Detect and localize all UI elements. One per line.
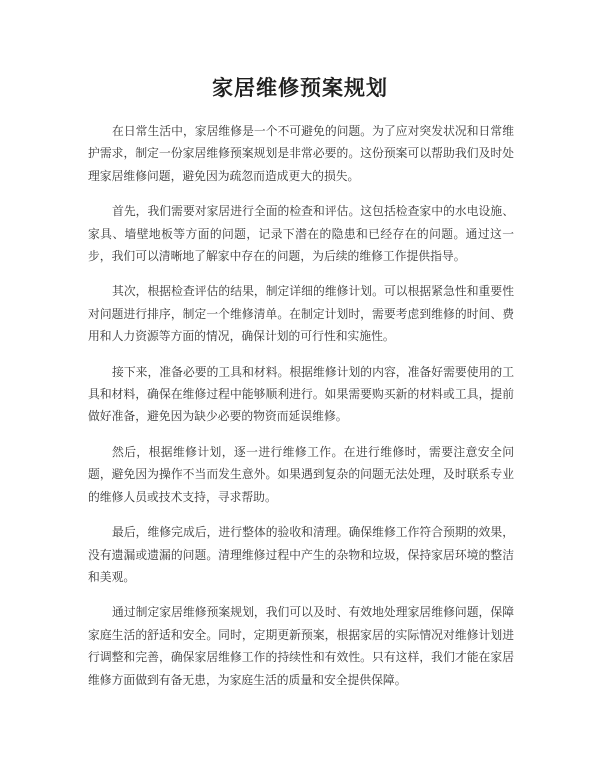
document-title: 家居维修预案规划 xyxy=(212,76,388,100)
paragraph-tools: 接下来，准备必要的工具和材料。根据维修计划的内容，准备好需要使用的工具和材料，确保在维修过程中能够顺利进行。如果需要购买新的材料或工具，提前做好准备，避免因为缺少必要的物资而延误维修。 xyxy=(88,364,514,424)
paragraph-inspection: 首先，我们需要对家居进行全面的检查和评估。这包括检查家中的水电设施、家具、墙壁地板等方面的问题，记录下潜在的隐患和已经存在的问题。通过这一步，我们可以清晰地了解家中存在的问题，为后续的维修工作提供指导。 xyxy=(88,204,514,264)
paragraph-repair: 然后，根据维修计划，逐一进行维修工作。在进行维修时，需要注意安全问题，避免因为操作不当而发生意外。如果遇到复杂的问题无法处理，及时联系专业的维修人员或技术支持，寻求帮助。 xyxy=(88,444,514,504)
paragraph-acceptance: 最后，维修完成后，进行整体的验收和清理。确保维修工作符合预期的效果，没有遗漏或遗漏的问题。清理维修过程中产生的杂物和垃圾，保持家居环境的整洁和美观。 xyxy=(88,525,514,584)
document-body xyxy=(88,120,514,704)
paragraph-intro: 在日常生活中，家居维修是一个不可避免的问题。为了应对突发状况和日常维护需求，制定一份家居维修预案规划是非常必要的。这份预案可以帮助我们及时处理家居维修问题，避免因为疏忽而造成更大的损失。 xyxy=(88,124,514,183)
paragraph-plan: 其次，根据检查评估的结果，制定详细的维修计划。可以根据紧急性和重要性对问题进行排序，制定一个维修清单。在制定计划时，需要考虑到维修的时间、费用和人力资源等方面的情况，确保计划的可行性和实施性。 xyxy=(88,284,514,344)
paragraph-conclusion: 通过制定家居维修预案规划，我们可以及时、有效地处理家居维修问题，保障家庭生活的舒适和安全。同时，定期更新预案，根据家居的实际情况对维修计划进行调整和完善，确保家居维修工作的持续性和有效性。只有这样，我们才能在家居维修方面做到有备无患，为家庭生活的质量和安全提供保障。 xyxy=(88,605,514,687)
